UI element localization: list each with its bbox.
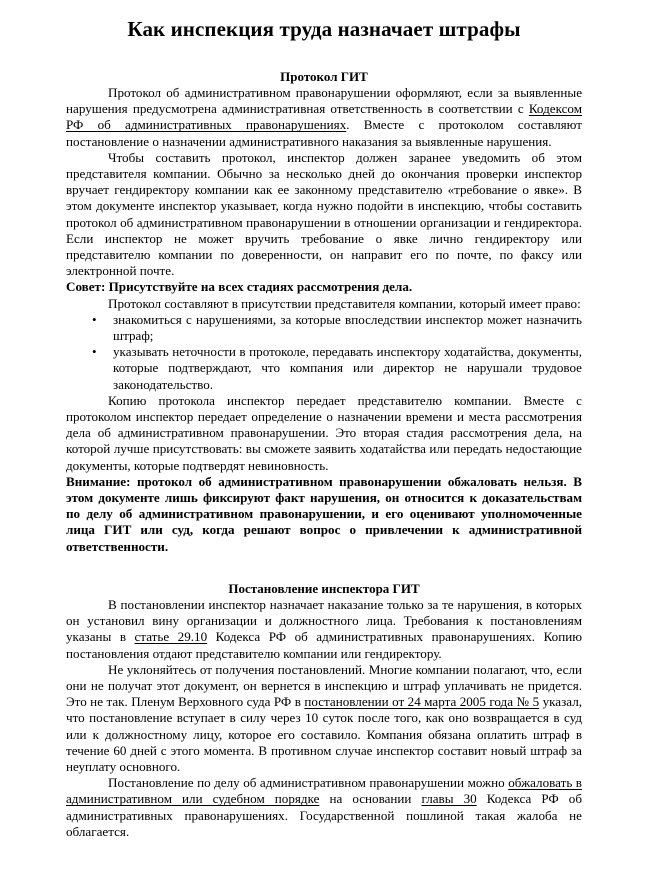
paragraph-appeal-procedure — [66, 775, 582, 840]
paragraph-text-part: Не уклоняйтесь от получения постановлений. Многие компании полагают, что, если они не получат этот документ, он вернется в инспекцию и штраф уплачивать не придется. Это не так. Пленум Верховного суда РФ в — [66, 661, 582, 710]
link-article-29-10[interactable]: статье 29.10 — [134, 629, 208, 645]
paragraph-text-part: Протокол об административном правонарушении оформляют, если за выявленные нарушения предусмотрена административная ответственность в соответствии с — [66, 85, 582, 117]
page-title: Как инспекция труда назначает штрафы — [127, 17, 521, 41]
paragraph-rights-lead-in: Протокол составляют в присутствии представителя компании, который имеет право: — [108, 295, 581, 311]
link-chapter-30[interactable]: главы 30 — [421, 791, 477, 807]
paragraph-text-part: указал, что постановление вступает в силу через 10 суток после того, как оно возвращается в суд или к должностному лицу, которое его составило. Компания обязана оплатить штраф в течение 60 дней с этого момента. В противном случае инспектор составит новый штраф за неуплату основного. — [66, 694, 582, 774]
advice-line: Совет: Присутствуйте на всех стадиях рассмотрения дела. — [66, 279, 413, 295]
paragraph-notify-representative: Чтобы составить протокол, инспектор должен заранее уведомить об этом представителя компании. Обычно за несколько дней до окончания проверки инспектор вручает гендиректору компании как ее законному представителю «требование о явке». В этом документе инспектор указывает, когда нужно подойти в инспекцию, чтобы составить протокол об административном правонарушении в отношении организации и гендиректора. Если инспектор не может вручить требование о явке лично гендиректору или представителю компании по доверенности, он направит его по почте, по факсу или электронной почте. — [66, 149, 582, 279]
list-item — [66, 344, 582, 393]
section-heading-protokol-git: Протокол ГИТ — [280, 69, 368, 84]
link-supreme-court-ruling-2005[interactable]: постановлении от 24 марта 2005 года № 5 — [304, 694, 540, 710]
paragraph-text-part: . Вместе с протоколом составляют постановление о назначении административного наказания за выявленные нарушения. — [66, 117, 582, 149]
rights-bullet-list — [66, 312, 582, 393]
bullet-dot-icon: • — [92, 344, 97, 360]
section-heading-postanovlenie-inspektora-git: Постановление инспектора ГИТ — [228, 580, 420, 596]
title-spacer — [66, 42, 582, 69]
paragraph-do-not-evade — [66, 662, 582, 775]
paragraph-copy-of-protocol: Копию протокола инспектор передает представителю компании. Вместе с протоколом инспектор передает определение о назначении времени и места рассмотрения дела об административном правонарушении. Это вторая стадия рассмотрения дела, на которой лучше присутствовать: вы сможете заявить ходатайства или передать недостающие документы, которые подтвердят невиновность. — [66, 392, 582, 473]
paragraph-text-part: В постановлении инспектор назначает наказание только за те нарушения, в которых он установил вину организации и должностного лица. Требования к постановлениям указаны в — [66, 596, 582, 645]
list-item-label: указывать неточности в протоколе, передавать инспектору ходатайства, документы, которые подтверждают, что компания или директор не нарушали трудовое законодательство. — [113, 344, 582, 392]
paragraph-text-part: Кодекса РФ об административных правонарушениях. Копию постановления отдают представителю компании или гендиректору. — [66, 629, 582, 661]
paragraph-text-part: Кодекса РФ об административных правонарушениях. Государственной пошлиной такая жалоба не облагается. — [66, 791, 582, 839]
list-item-label: знакомиться с нарушениями, за которые впоследствии инспектор может назначить штраф; — [113, 311, 582, 344]
paragraph-text-part: на основании — [319, 791, 422, 807]
paragraph-protocol-intro — [66, 85, 582, 150]
link-kodeks-rf-koap[interactable]: Кодексом РФ об административных правонарушениях — [66, 101, 582, 133]
section-spacer — [66, 555, 582, 581]
bullet-dot-icon: • — [92, 311, 97, 327]
warning-block: Внимание: протокол об административном правонарушении обжаловать нельзя. В этом документе лишь фиксируют факт нарушения, он относится к доказательствам по делу об административном правонарушении, и его оценивают уполномоченные лица ГИТ или суд, когда решают вопрос о привлечении к административной ответственности. — [66, 473, 582, 554]
paragraph-text-part: Постановление по делу об административном правонарушении можно — [108, 775, 509, 791]
paragraph-decision-requirements — [66, 597, 582, 662]
link-appeal-administrative-judicial[interactable]: обжаловать в административном или судебном порядке — [66, 775, 582, 807]
list-item — [66, 312, 582, 344]
